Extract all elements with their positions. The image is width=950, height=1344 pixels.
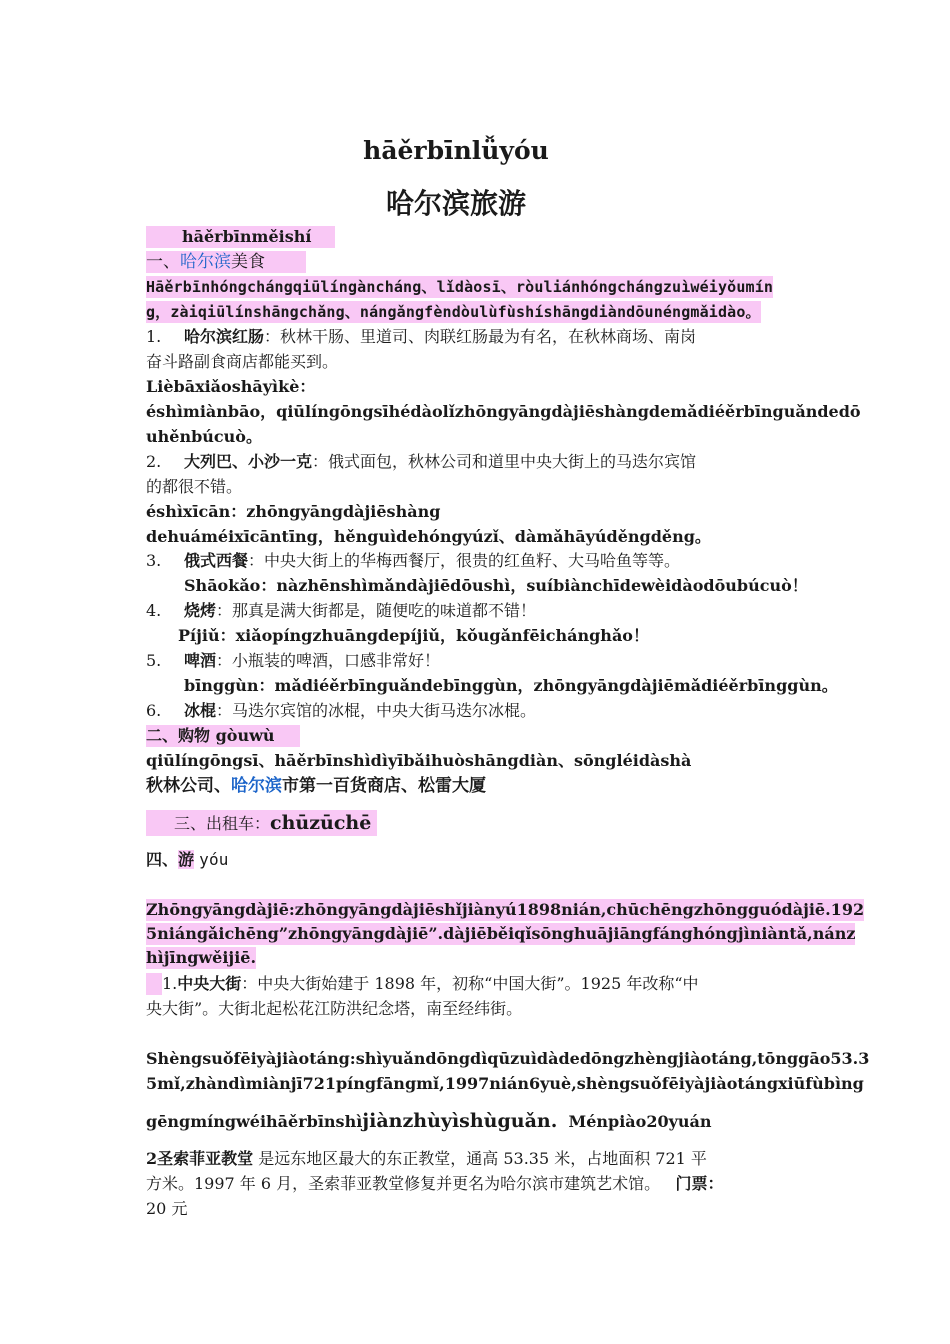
tour-item-2-cont bbox=[146, 1173, 723, 1195]
food-item-6-text: ：马迭尔宾馆的冰棍，中央大街马迭尔冰棍。 bbox=[216, 701, 537, 720]
food-item-6-head: 冰棍 bbox=[184, 701, 217, 720]
food-item-6-num: 6. bbox=[146, 701, 162, 720]
food-item-6 bbox=[146, 700, 536, 722]
food-item-2-num: 2. bbox=[146, 452, 162, 471]
food-item-3-num: 3. bbox=[146, 551, 162, 570]
title-pinyin: hāěrbīnlǚyóu bbox=[363, 136, 549, 165]
section1-intro-line2: g，zàiqiūlínshāngchǎng、nángǎngfèndòulùfùshíshāngdiàndōunéngmǎidào。 bbox=[146, 303, 761, 321]
food-item-2-text: ：俄式面包，秋林公司和道里中央大街上的马迭尔宾馆 bbox=[312, 452, 697, 471]
tour-item-2-text: 是远东地区最大的东正教堂，通高 53.35 米，占地面积 721 平 bbox=[253, 1149, 707, 1168]
section4-p1-line3: hìjīngwěijiē. bbox=[146, 948, 257, 967]
section4-p2-line3 bbox=[146, 1110, 712, 1133]
section2-city-link[interactable]: 哈尔滨 bbox=[231, 776, 282, 796]
section2-pinyin: qiūlíngōngsī、hāěrbīnshìdìyībǎihuòshāngdiàn、sōngléidàshà bbox=[146, 751, 692, 770]
section4-heading-pinyin: yóu bbox=[199, 850, 229, 869]
food-item-3-text: ：中央大街上的华梅西餐厅，很贵的红鱼籽、大马哈鱼等等。 bbox=[248, 551, 681, 570]
food-item-5-pinyin-a: Píjiǔ：xiǎopíngzhuāngdepíjiǔ，kǒugǎnfēichánghǎo！ bbox=[178, 626, 649, 645]
tour-item-1-text: ：中央大街始建于 1898 年，初称“中国大街”。1925 年改称“中 bbox=[241, 974, 699, 993]
food-item-5 bbox=[146, 650, 440, 672]
section1-prefix: 一、 bbox=[146, 252, 180, 272]
tour-item-1-head: 中央大街 bbox=[177, 974, 242, 993]
tour-item-2-text2: 方米。1997 年 6 月，圣索菲亚教堂修复并更名为哈尔滨市建筑艺术馆。 bbox=[146, 1174, 661, 1193]
section4-heading-b: 游 bbox=[178, 850, 195, 869]
food-item-2-pinyin-c: uhěnbúcuò。 bbox=[146, 427, 262, 446]
food-item-3-pinyin-b: dehuáméixīcāntīng，hěnguìdehóngyúzǐ、dàmǎhāyúděngděng。 bbox=[146, 527, 711, 546]
food-item-2-pinyin-b: éshìmiànbāo，qiūlíngōngsīhédàolǐzhōngyāngdàjiēshàngdemǎdiéěrbīnguǎndedō bbox=[146, 402, 861, 421]
section2-text bbox=[146, 775, 486, 797]
food-item-5-num: 5. bbox=[146, 651, 162, 670]
food-item-1-head: 哈尔滨红肠 bbox=[184, 327, 265, 346]
food-item-3-head: 俄式西餐 bbox=[184, 551, 249, 570]
section2-heading-pinyin: gòuwù bbox=[215, 726, 275, 745]
section1-intro-line1: Hāěrbīnhóngchángqiūlíngàncháng、lǐdàosī、ròuliánhóngchángzuìwéiyǒumín bbox=[146, 278, 774, 296]
section4-p2-ticket: Ménpiào20yuán bbox=[568, 1112, 712, 1131]
tour-item-2-num: 2 bbox=[146, 1149, 158, 1168]
section3-pinyin: chūzūchē bbox=[270, 812, 372, 834]
food-item-2-cont: 的都很不错。 bbox=[146, 477, 243, 496]
section4-heading bbox=[146, 849, 229, 871]
tour-item-2-ticket-value: 20 元 bbox=[146, 1199, 188, 1218]
food-item-6-pinyin-a: bīnggùn：mǎdiéěrbīnguǎndebīnggùn，zhōngyāngdàjiēmǎdiéěrbīnggùn。 bbox=[184, 676, 838, 695]
section4-p2-line2: 5mǐ,zhàndìmiànjī721píngfāngmǐ,1997nián6yuè,shèngsuǒfēiyàjiàotángxiūfùbìng bbox=[146, 1074, 864, 1093]
food-item-4-num: 4. bbox=[146, 601, 162, 620]
food-item-1-text: ：秋林干肠、里道司、肉联红肠最为有名，在秋林商场、南岗 bbox=[264, 327, 697, 346]
section1-suffix: 美食 bbox=[231, 252, 265, 272]
section4-p2-line3b: jiànzhùyìshùguǎn. bbox=[362, 1110, 558, 1132]
section4-p1-line1: Zhōngyāngdàjiē:zhōngyāngdàjiēshǐjiànyú1898nián,chūchēngzhōngguódàjiē.192 bbox=[146, 900, 865, 919]
food-item-2-head: 大列巴、小沙一克 bbox=[184, 452, 313, 471]
section4-heading-a: 四、 bbox=[146, 850, 179, 869]
section1-heading bbox=[146, 251, 306, 273]
tour-item-1-cont: 央大街”。大街北起松花江防洪纪念塔，南至经纬街。 bbox=[146, 999, 523, 1018]
food-item-1-num: 1. bbox=[146, 327, 162, 346]
food-item-5-text: ：小瓶装的啤酒，口感非常好！ bbox=[216, 651, 441, 670]
food-item-3-pinyin-c: Shāokǎo：nàzhēnshìmǎndàjiēdōushì，suíbiànchīdewèidàodōubúcuò！ bbox=[184, 576, 808, 595]
food-item-2 bbox=[146, 451, 696, 473]
food-item-4-text: ：那真是满大街都是，随便吃的味道都不错！ bbox=[216, 601, 537, 620]
section2-text-b: 市第一百货商店、松雷大厦 bbox=[282, 776, 486, 796]
page-title: 哈尔滨旅游 bbox=[385, 187, 526, 220]
section2-heading-text: 二、购物 bbox=[146, 726, 211, 745]
section4-p1-line2: 5niángǎichēng”zhōngyāngdàjiē”.dàjiēběiqǐsōnghuājiāngfánghóngjìniàntǎ,nánz bbox=[146, 924, 856, 943]
tour-item-2-ticket-label: 门票： bbox=[675, 1174, 724, 1193]
section4-p2-line3a: gēngmíngwéihāěrbīnshì bbox=[146, 1112, 363, 1131]
section4-p2-line1: Shèngsuǒfēiyàjiàotáng:shìyuǎndōngdìqūzuìdàdedōngzhèngjiàotáng,tōnggāo53.3 bbox=[146, 1049, 870, 1068]
section1-city-link[interactable]: 哈尔滨 bbox=[180, 252, 231, 272]
food-item-5-head: 啤酒 bbox=[184, 651, 217, 670]
food-item-2-pinyin-a: Lièbāxiǎoshāyìkè： bbox=[146, 377, 316, 396]
tour-item-1-num: 1. bbox=[162, 974, 178, 993]
food-item-3-pinyin-a: éshìxīcān：zhōngyāngdàjiēshàng bbox=[146, 502, 441, 521]
section2-text-a: 秋林公司、 bbox=[146, 776, 231, 796]
section2-heading bbox=[146, 725, 300, 747]
food-item-3 bbox=[146, 550, 680, 572]
tour-item-2-head: 圣索菲亚教堂 bbox=[157, 1149, 254, 1168]
section3-heading-text: 三、出租车： bbox=[174, 814, 271, 833]
food-item-4-head: 烧烤 bbox=[184, 601, 217, 620]
section3-heading bbox=[146, 810, 377, 836]
food-item-4 bbox=[146, 600, 536, 622]
tour-item-2 bbox=[146, 1148, 707, 1170]
section1-pinyin: hāěrbīnměishí bbox=[146, 226, 335, 248]
food-item-1 bbox=[146, 326, 696, 348]
food-item-1-cont: 奋斗路副食商店都能买到。 bbox=[146, 352, 339, 371]
tour-item-1 bbox=[146, 973, 699, 995]
